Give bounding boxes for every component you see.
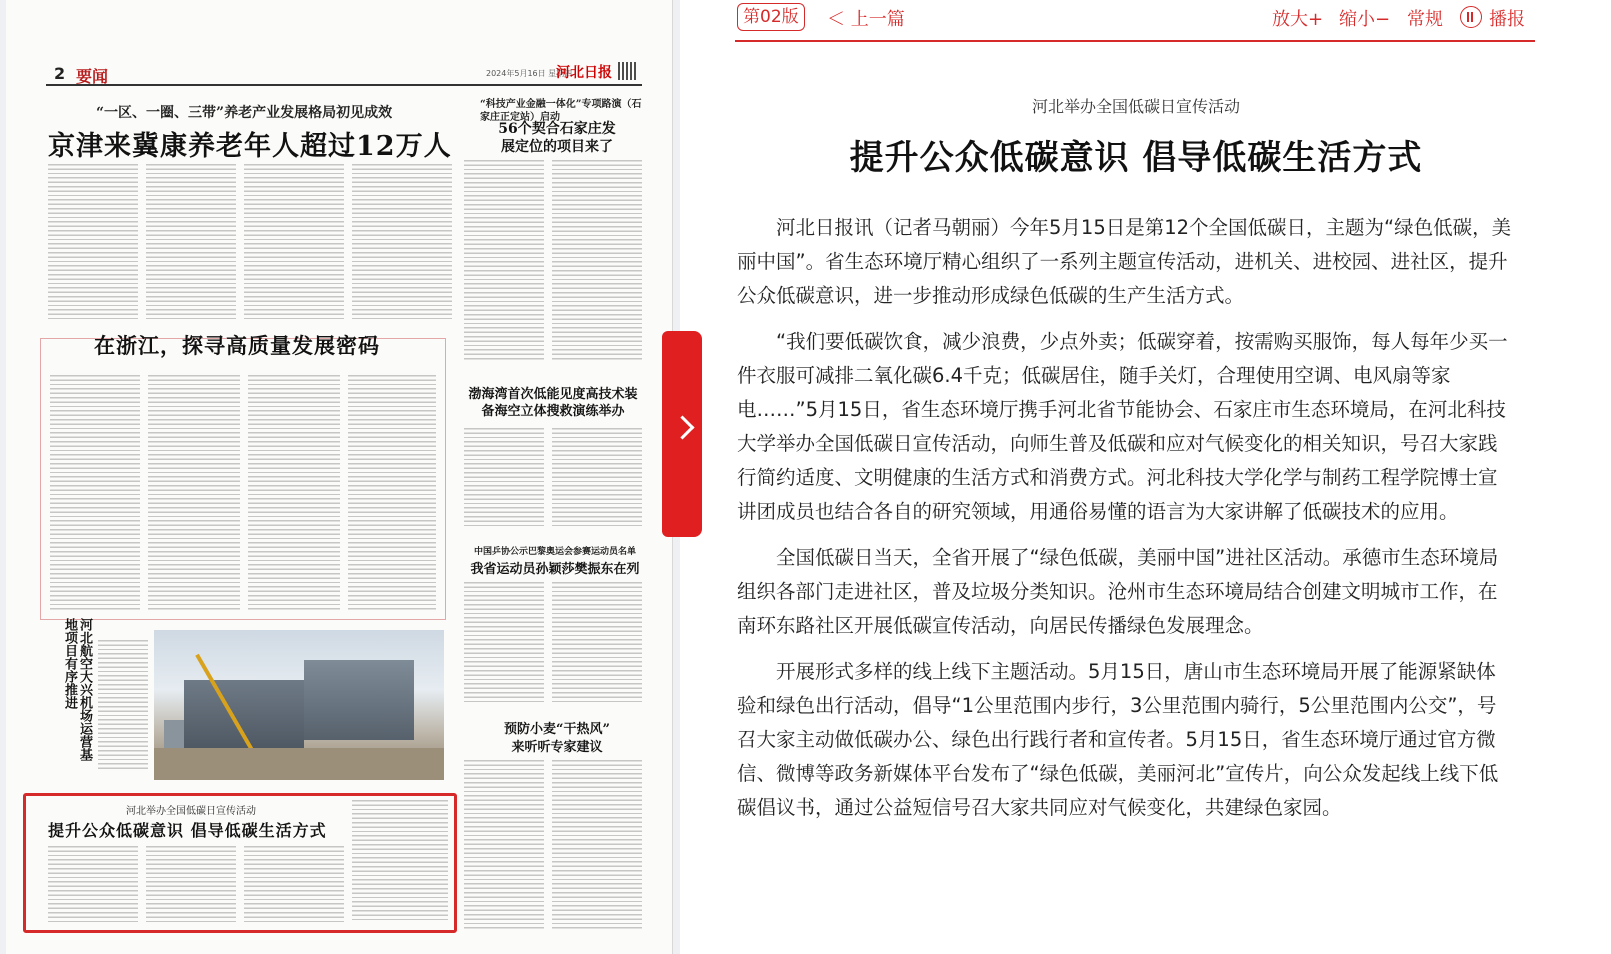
text-column	[464, 160, 544, 360]
article-body	[737, 211, 1515, 837]
text-column	[98, 640, 148, 770]
next-page-button[interactable]	[662, 331, 702, 537]
text-column	[348, 375, 436, 610]
selected-article-highlight[interactable]	[23, 793, 457, 933]
article-paragraph: “我们要低碳饮食，减少浪费，少点外卖；低碳穿着，按需购买服饰，每人每年少买一件衣服可减排二氧化碳6.4千克；低碳居住，随手关灯，合理使用空调、电风扇等家电……”5月15日，省生态环境厅携手河北省节能协会、石家庄市生态环境局，在河北科技大学举办全国低碳日宣传活动，向师生普及低碳和应对气候变化的相关知识，号召大家践行简约适度、文明健康的生活方式和消费方式。河北科技大学化学与制药工程学院博士宣讲团成员也结合各自的研究领域，用通俗易懂的语言为大家讲解了低碳技术的应用。	[737, 330, 1508, 523]
chevron-right-icon	[670, 415, 694, 439]
article-paragraph: 全国低碳日当天，全省开展了“绿色低碳，美丽中国”进社区活动。承德市生态环境局组织各部门走进社区，普及垃圾分类知识。沧州市生态环境局结合创建文明城市工作，在南环东路社区开展低碳宣传活动，向居民传播绿色发展理念。	[737, 546, 1499, 637]
airport-photo[interactable]	[154, 630, 444, 780]
article-paragraph: 开展形式多样的线上线下主题活动。5月15日，唐山市生态环境局开展了能源紧缺体验和绿色出行活动，倡导“1公里范围内步行，3公里范围内骑行，5公里范围内公交”，号召大家主动做低碳办公、绿色出行践行者和宣传者。5月15日，省生态环境厅通过官方微信、微博等政务新媒体平台发布了“绿色低碳，美丽河北”宣传片，向公众发起线上线下低碳倡议书，通过公益短信号召大家共同应对气候变化，共建绿色家园。	[737, 660, 1499, 819]
text-column	[244, 164, 344, 319]
zoom-in-button[interactable]: 放大+	[1272, 9, 1324, 30]
text-column	[552, 428, 642, 528]
highlight-kicker: 河北举办全国低碳日宣传活动	[126, 806, 256, 817]
side-headline[interactable]: 56个契合石家庄发展定位的项目来了	[498, 121, 616, 155]
zhejiang-headline[interactable]: 在浙江，探寻高质量发展密码	[94, 333, 380, 358]
airport-headline[interactable]: 河北航空大兴机场运营基地项目有序推进	[62, 618, 92, 761]
text-column	[352, 164, 452, 319]
page-number: 2	[54, 64, 66, 83]
text-column	[148, 375, 240, 610]
lead-headline[interactable]: 京津来冀康养老年人超过12万人	[48, 131, 452, 162]
page-section: 要闻	[76, 67, 109, 86]
page-date: 2024年5月16日 星期四	[486, 69, 573, 78]
page-header	[46, 62, 642, 86]
text-column	[464, 760, 544, 930]
text-column	[248, 375, 340, 610]
highlight-headline[interactable]: 提升公众低碳意识 倡导低碳生活方式	[48, 821, 327, 840]
pingpong-kicker: 中国乒协公示巴黎奥运会参赛运动员名单	[474, 547, 637, 557]
zoom-out-button[interactable]: 缩小−	[1339, 9, 1391, 30]
edition-button[interactable]: 第02版	[737, 3, 805, 31]
text-column	[464, 428, 544, 528]
bohai-headline[interactable]: 渤海湾首次低能见度高技术装备海空立体搜救演练举办	[468, 387, 638, 419]
wheat-headline[interactable]: 来听听专家建议	[511, 740, 603, 755]
pingpong-headline[interactable]: 我省运动员孙颖莎樊振东在列	[470, 562, 640, 577]
text-column	[48, 164, 138, 319]
article-toolbar	[735, 0, 1535, 42]
article-kicker: 河北举办全国低碳日宣传活动	[1031, 97, 1240, 116]
broadcast-button[interactable]: 播报	[1489, 9, 1525, 30]
normal-size-button[interactable]: 常规	[1407, 9, 1443, 30]
broadcast-icon[interactable]	[1460, 6, 1482, 28]
previous-article-link[interactable]: ＜ 上一篇	[827, 9, 905, 30]
text-column	[552, 760, 642, 930]
lead-kicker: “一区、一圈、三带”养老产业发展格局初见成效	[96, 105, 393, 121]
qr-code-icon	[618, 62, 636, 80]
text-column	[552, 160, 642, 360]
wheat-kicker: 预防小麦“干热风”	[504, 722, 610, 737]
newspaper-logo: 河北日报	[556, 65, 612, 81]
text-column	[50, 375, 140, 610]
newspaper-viewer	[0, 0, 680, 954]
text-column	[552, 582, 642, 702]
text-column	[464, 582, 544, 702]
text-column	[146, 164, 236, 319]
article-paragraph: 河北日报讯（记者马朝丽）今年5月15日是第12个全国低碳日，主题为“绿色低碳，美丽中国”。省生态环境厅精心组织了一系列主题宣传活动，进机关、进校园、进社区，提升公众低碳意识，进一步推动形成绿色低碳的生产生活方式。	[737, 216, 1512, 307]
side-kicker: “科技产业金融一体化”专项路演（石家庄正定站）启动	[480, 99, 642, 123]
article-title: 提升公众低碳意识 倡导低碳生活方式	[849, 138, 1423, 178]
